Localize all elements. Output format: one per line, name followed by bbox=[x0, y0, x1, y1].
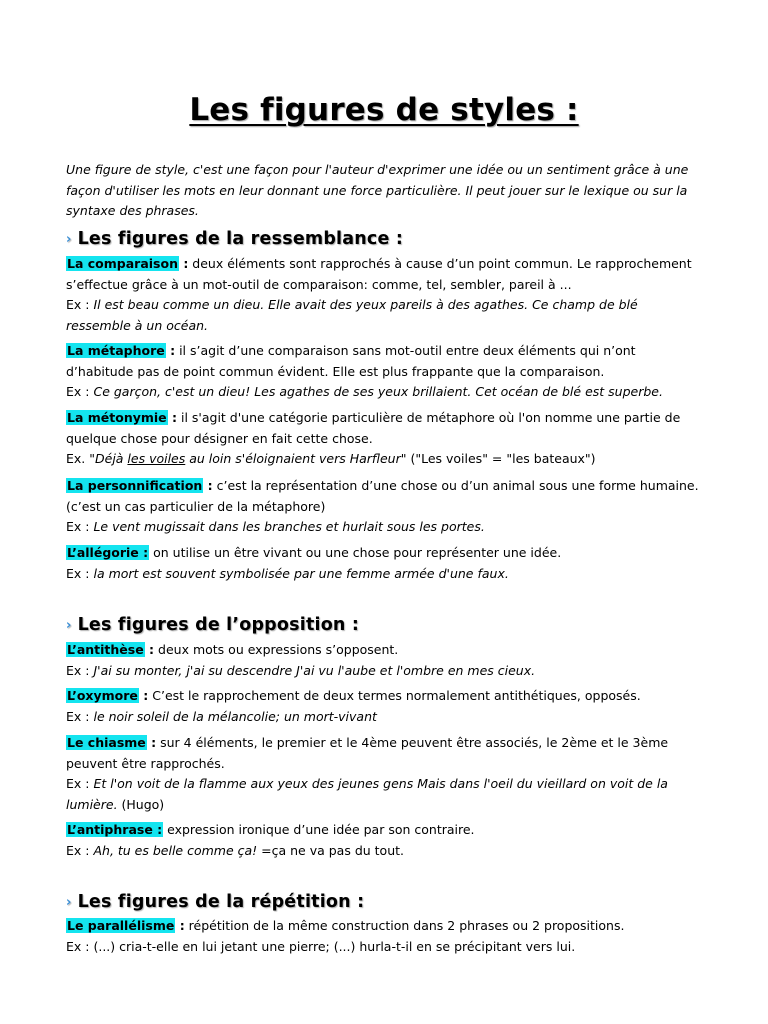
term-highlight: La comparaison bbox=[67, 256, 178, 271]
definition-chiasme: Le chiasme : sur 4 éléments, le premier et le 4ème peuvent être associés, le 2ème et le 3ème peuvent être rapprochés. Ex : Et l'on voit de la flamme aux yeux des jeunes gens Mais dans l'oeil du vieillard on voit de la lumière. (Hugo) bbox=[66, 735, 669, 812]
page-title: Les figures de styles : bbox=[189, 92, 579, 128]
chevron-right-icon: › bbox=[66, 895, 72, 910]
term-highlight: La personnification bbox=[67, 478, 203, 493]
definition-parallelisme: Le parallélisme : répétition de la même construction dans 2 phrases ou 2 propositions. Ex : (...) cria-t-elle en lui jetant une pierre; (...) hurla-t-il en se précipitant vers lui. bbox=[66, 918, 625, 954]
section-heading-ressemblance: › Les figures de la ressemblance : bbox=[66, 229, 404, 249]
definition-antithese: L’antithèse : deux mots ou expressions s’opposent. Ex : J'ai su monter, j'ai su descendre J'ai vu l'aube et l'ombre en mes cieux. bbox=[66, 642, 536, 678]
definition-antiphrase: L’antiphrase : expression ironique d’une idée par son contraire. Ex : Ah, tu es belle comme ça! =ça ne va pas du tout. bbox=[66, 822, 475, 858]
definition-oxymore: L’oxymore : C’est le rapprochement de deux termes normalement antithétiques, opposés. Ex : le noir soleil de la mélancolie; un mort-vivant bbox=[66, 688, 641, 724]
definition-personnification: La personnification : c’est la représentation d’une chose ou d’un animal sous une forme humaine. (c’est un cas particulier de la métaphore) Ex : Le vent mugissait dans les branches et hurlait sous les portes. bbox=[66, 478, 699, 534]
term-highlight: L’allégorie : bbox=[67, 545, 149, 560]
term-highlight: Le parallélisme bbox=[67, 918, 175, 933]
term-highlight: Le chiasme bbox=[67, 735, 146, 750]
definition-comparaison: La comparaison : deux éléments sont rapprochés à cause d’un point commun. Le rapprochement s’effectue grâce à un mot-outil de comparaison: comme, tel, sembler, pareil à ... Ex : Il est beau comme un dieu. Elle avait des yeux pareils à des agathes. Ce champ de blé ressemble à un océan. bbox=[66, 256, 692, 333]
term-highlight: L’oxymore bbox=[67, 688, 138, 703]
section-heading-repetition: › Les figures de la répétition : bbox=[66, 892, 365, 912]
section-heading-opposition: › Les figures de l’opposition : bbox=[66, 615, 360, 635]
chevron-right-icon: › bbox=[66, 232, 72, 247]
definition-allegorie: L’allégorie : on utilise un être vivant ou une chose pour représenter une idée. Ex : la mort est souvent symbolisée par une femme armée d'une faux. bbox=[66, 545, 562, 581]
term-highlight: L’antiphrase : bbox=[67, 822, 163, 837]
definition-metaphore: La métaphore : il s’agit d’une comparaison sans mot-outil entre deux éléments qui n’ont d’habitude pas de point commun évident. Elle est plus frappante que la comparaison. Ex : Ce garçon, c'est un dieu! Les agathes de ses yeux brillaient. Cet océan de blé est superbe. bbox=[66, 343, 663, 399]
term-highlight: La métonymie bbox=[67, 410, 167, 425]
term-highlight: L’antithèse bbox=[67, 642, 144, 657]
intro-paragraph: Une figure de style, c'est une façon pour l'auteur d'exprimer une idée ou un sentiment grâce à une façon d'utiliser les mots en leur donnant une force particulière. Il peut jouer sur le lexique ou sur la syntaxe des phrases. bbox=[66, 162, 689, 218]
definition-metonymie: La métonymie : il s'agit d'une catégorie particulière de métaphore où l'on nomme une partie de quelque chose pour désigner en fait cette chose. Ex. "Déjà les voiles au loin s'éloignaient vers Harfleur" ("Les voiles" = "les bateaux") bbox=[66, 410, 681, 466]
chevron-right-icon: › bbox=[66, 618, 72, 633]
term-highlight: La métaphore bbox=[67, 343, 165, 358]
